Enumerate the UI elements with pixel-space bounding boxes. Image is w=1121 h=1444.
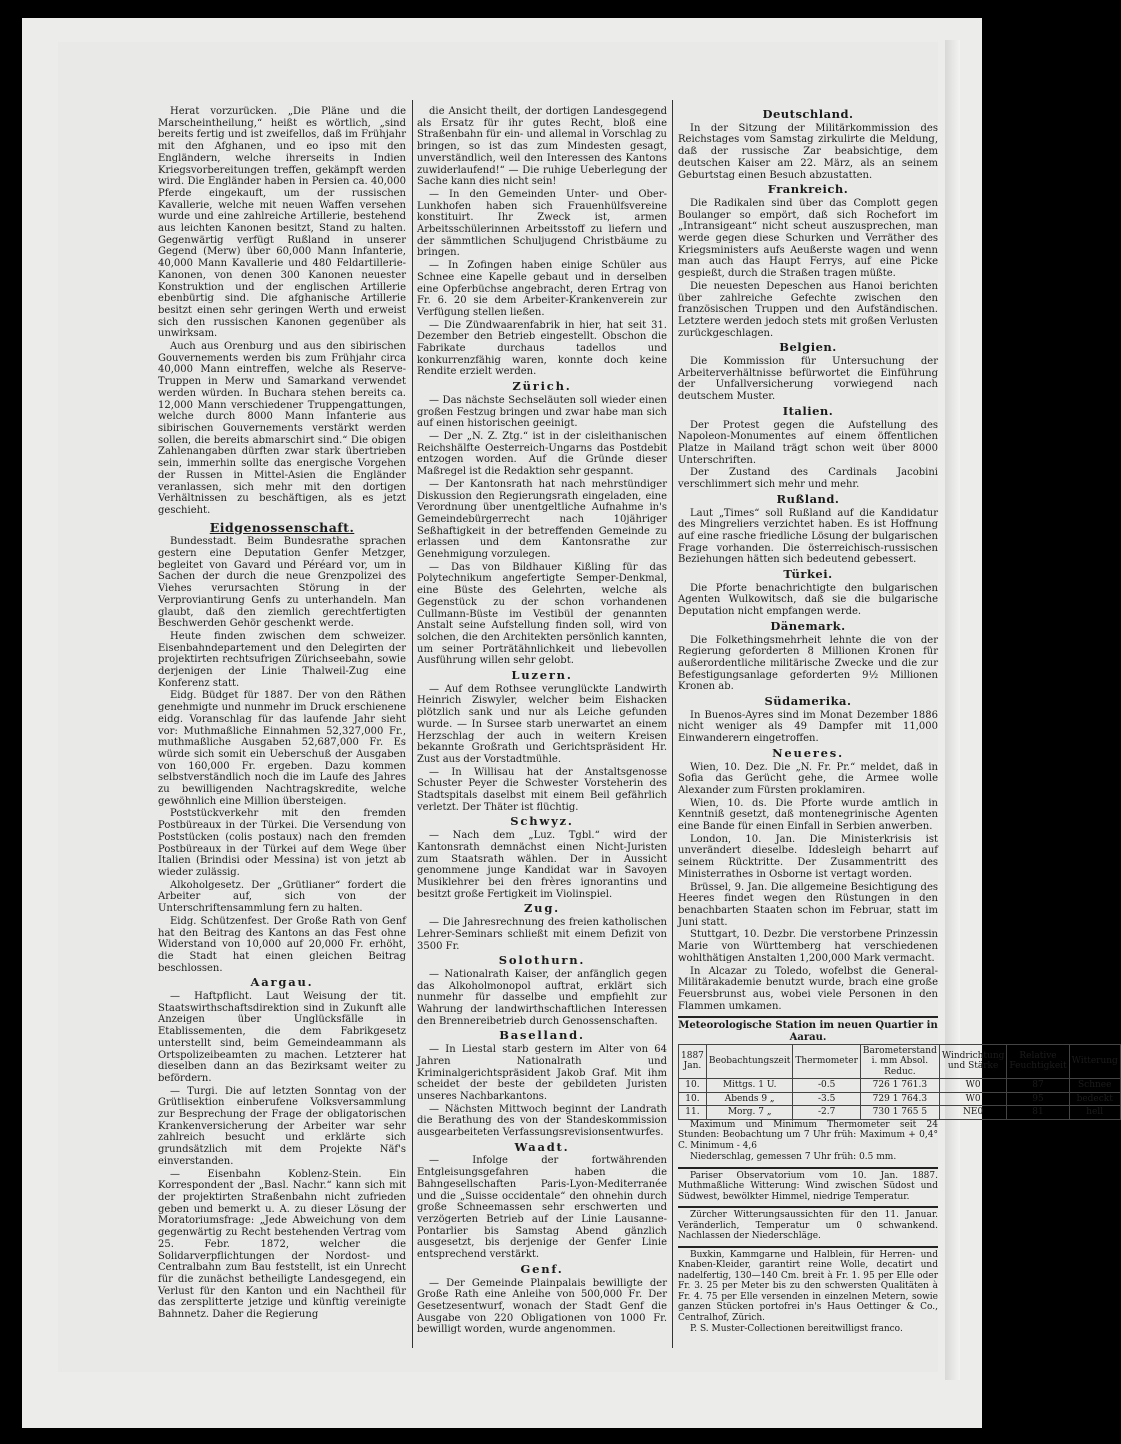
article-paragraph: Auch aus Orenburg und aus den sibirischen Gouvernements werden bis zum Frühjahr circa 40,000 Mann eintreffen, welche als Reserve-Truppen in Merw und Samarkand verwendet werden würden. In Buchara stehen bereits ca. 12,000 Mann verschiedener Truppengattungen, welche durch 8000 Mann Infanterie aus sibirischen Gouvernements verstärkt werden sollen, die bereits abmarschirt sind.“ Die obigen Zahlenangaben dürften zwar stark übertrieben sein, immerhin sollte das energische Vorgehen der Russen in Mittel-Asien die Engländer veranlassen, sich mehr mit den dortigen Verhältnissen zu beschäftigen, als es jetzt geschieht. xyxy=(158,341,406,516)
section-heading: Deutschland. xyxy=(762,107,854,121)
article-paragraph: London, 10. Jan. Die Ministerkrisis ist unverändert dieselbe. Iddesleigh beharrt auf seinem Rücktritte. Der Zusammentritt des Ministerrathes in Osborne ist vertagt worden. xyxy=(678,833,938,880)
table-cell: W0 xyxy=(939,1079,1007,1093)
table-cell: 95 xyxy=(1007,1092,1069,1106)
article-paragraph: — Nationalrath Kaiser, der anfänglich gegen das Alkoholmonopol auftrat, erklärt sich nunmehr für dasselbe und empfiehlt zur Wahrung der landwirthschaftlichen Interessen den Brennereibetrieb durch Genossenschaften. xyxy=(417,968,667,1027)
article-paragraph: die Ansicht theilt, der dortigen Landesgegend als Ersatz für ihr gutes Recht, bloß eine Straßenbahn für ein- und allemal in Vorschlag zu bringen, so ist das zum Mindesten gesagt, unverständlich, weil den Interessen des Kantons zuwiderlaufend!“ — Die ruhige Ueberlegung der Sache kann dies nicht sein! xyxy=(417,106,667,188)
table-cell: 10. xyxy=(679,1079,707,1093)
table-cell: 81 xyxy=(1007,1106,1069,1120)
section-heading: Italien. xyxy=(782,403,834,418)
article-paragraph: Eidg. Schützenfest. Der Große Rath von Genf hat den Beitrag des Kantons an das Fest ohne Widerstand von 10,000 auf 20,000 Fr. erhöht, die Stadt hat einen gleichen Beitrag beschlossen. xyxy=(158,915,406,974)
article-paragraph: — Infolge der fortwährenden Entgleisungsgefahren haben die Bahngesellschaften Paris-Lyon-Mediterranée und die „Suisse occidentale“ den ohnehin durch große Schneemassen sehr erschwerten und verzögerten Betrieb auf der Linie Lausanne-Pontarlier bis Samstag Abend gänzlich ausgesetzt, bis derjenige der Genfer Linie entsprechend verstärkt. xyxy=(417,1155,667,1261)
article-paragraph: Alkoholgesetz. Der „Grütlianer“ fordert die Arbeiter auf, sich von der Unterschriftensammlung fern zu halten. xyxy=(158,879,406,915)
advertisement-text: Buxkin, Kammgarne und Halblein, für Herren- und Knaben-Kleider, garantirt reine Wolle, decatirt und nadelfertig, 130—140 Cm. breit à Fr. 1. 95 per Elle oder Fr. 3. 25 per Meter bis zu den schwersten Qualitäten à Fr. 4. 75 per Elle versenden in einzelnen Metern, sowie ganzen Stücken portofrei in's Haus Oettinger & Co., Centralhof, Zürich. xyxy=(678,1249,938,1323)
table-row xyxy=(679,1079,1121,1093)
article-paragraph: — In Liestal starb gestern im Alter von 64 Jahren Nationalrath und Kriminalgerichtspräsident Jakob Graf. Mit ihm scheidet der beste der gebildeten Juristen unseres Nachbarkantons. xyxy=(417,1044,667,1102)
article-paragraph: — In Zofingen haben einige Schüler aus Schnee eine Kapelle gebaut und in derselben eine Opferbüchse angebracht, deren Ertrag von Fr. 6. 20 sie dem Arbeiter-Krankenverein zur Verfügung stellen ließen. xyxy=(417,260,667,318)
section-heading: Eidgenossenschaft. xyxy=(209,519,355,535)
table-cell: Mittgs. 1 U. xyxy=(706,1079,792,1093)
table-row xyxy=(679,1106,1121,1120)
article-paragraph: Die Radikalen sind über das Complott gegen Boulanger so empört, daß sich Rochefort im „Intransigeant“ nicht scheut auszusprechen, man werde gegen diese Schurken und Verräther des Kriegsministers aufs Aeußerste wagen und wenn man auch das Haupt Ferrys, auf eine Picke gespießt, durch die Straßen tragen müßte. xyxy=(678,197,938,280)
table-cell: -3.5 xyxy=(793,1092,861,1106)
section-heading: Genf. xyxy=(520,1261,564,1276)
table-header-cell: 1887 Jan. xyxy=(679,1044,707,1079)
table-header-cell: Beobachtungszeit xyxy=(706,1044,792,1079)
article-paragraph: — Der „N. Z. Ztg.“ ist in der cisleithanischen Reichshälfte Oesterreich-Ungarns das Postdebit entzogen worden. Auf die Gründe dieser Maßregel ist die Redaktion sehr gespannt. xyxy=(417,430,667,478)
column-rule xyxy=(672,100,673,1348)
article-paragraph: Heute finden zwischen dem schweizer. Eisenbahndepartement und den Delegirten der projektirten rechtsufrigen Zürichseebahn, sowie derjenigen der Linie Thalweil-Zug eine Konferenz statt. xyxy=(158,630,406,689)
section-heading: Frankreich. xyxy=(767,182,849,197)
column-rule xyxy=(412,100,413,1348)
table-cell: Morg. 7 „ xyxy=(706,1106,792,1120)
table-cell: -2.7 xyxy=(793,1106,861,1120)
table-header-cell: Thermometer xyxy=(793,1044,861,1079)
article-paragraph: — Die Jahresrechnung des freien katholischen Lehrer-Seminars schließt mit einem Defizit von 3500 Fr. xyxy=(417,917,667,952)
column-3 xyxy=(678,106,1118,1336)
article-paragraph: — In den Gemeinden Unter- und Ober-Lunkhofen haben sich Frauenhülfsvereine konstituirt. Ihr Zweck ist, armen Arbeitsschülerinnen Arbeitsstoff zu liefern und der sämmtlichen Schuljugend Christbäume zu bringen. xyxy=(417,188,667,259)
section-heading: Neueres. xyxy=(772,745,844,760)
weather-station-box xyxy=(678,1016,1118,1163)
section-heading: Baselland. xyxy=(499,1028,585,1043)
page-edge-shadow xyxy=(945,40,960,1380)
article-paragraph: — Haftpflicht. Laut Weisung der tit. Staatswirthschaftsdirektion sind in Zukunft alle Anzeigen über Unglücksfälle in Etablissementen, die dem Fabrikgesetz unterstellt sind, beim Gemeindeammann als Ortspolizeibeamten zu machen. Letzterer hat dieselben dann an das Bezirksamt weiter zu befördern. xyxy=(158,991,406,1084)
article-paragraph: — Nach dem „Luz. Tgbl.“ wird der Kantonsrath demnächst einen Nicht-Juristen zum Staatsrath wählen. Der in Aussicht genommene junge Kandidat war in Savoyen Musiklehrer bei den frères ignorantins und besitzt große Fertigkeit im Violinspiel. xyxy=(417,830,667,900)
section-heading: Waadt. xyxy=(514,1139,570,1154)
table-header-row xyxy=(679,1044,1121,1079)
section-heading: Luzern. xyxy=(511,668,573,683)
article-paragraph: Stuttgart, 10. Dezbr. Die verstorbene Prinzessin Marie von Württemberg hat verschiedenen wohlthätigen Anstalten 1,200,000 Mark vermacht. xyxy=(678,929,938,964)
table-cell: 729 1 764.3 xyxy=(860,1092,939,1106)
article-paragraph: Brüssel, 9. Jan. Die allgemeine Besichtigung des Heeres findet wegen den Rüstungen in den benachbarten Staaten schon im Februar, statt im Juni statt. xyxy=(678,881,938,928)
article-paragraph: Bundesstadt. Beim Bundesrathe sprachen gestern eine Deputation Genfer Metzger, begleitet von Gavard und Péréard vor, um in Sachen der durch die neue Grenzpolizei des Viehes verursachten Störung in der Verproviantirung Genfs zu unterhandeln. Man glaubt, daß den ziemlich gerechtfertigten Beschwerden Gehör geschenkt werde. xyxy=(158,536,406,630)
table-cell: -0.5 xyxy=(793,1079,861,1093)
section-heading: Belgien. xyxy=(779,340,837,355)
table-header-cell: Witterung xyxy=(1069,1044,1120,1079)
article-paragraph: Herat vorzurücken. „Die Pläne und die Marscheintheilung,“ heißt es wörtlich, „sind bereits fertig und ist zweifellos, daß im Frühjahr mit den Afghanen, und eo ipso mit den Engländern, welche ihrerseits in Indien Kriegsvorbereitungen treffen, gekämpft werden wird. Die Engländer haben in Persien ca. 40,000 Pferde eingekauft, um der russischen Kavallerie, welche mit neuen Waffen versehen wurde und eine zahlreiche Artillerie, bestehend aus leichten Kanonen besitzt, Stand zu halten. Gegenwärtig verfügt Rußland in unserer Gegend (Merw) über 60,000 Mann Infanterie, 40,000 Mann Kavallerie und 480 Feldartillerie-Kanonen, von denen 300 Kanonen neuester Konstruktion und der englischen Artillerie ebenbürtig sind. Die afghanische Artillerie besitzt einen sehr geringen Werth und erweist sich den russischen Kanonen gegenüber als unwirksam. xyxy=(158,106,406,340)
table-cell: 730 1 765 5 xyxy=(860,1106,939,1120)
weather-station-title: Meteorologische Station im neuen Quartier in Aarau. xyxy=(678,1020,938,1044)
article-paragraph: Der Zustand des Cardinals Jacobini verschlimmert sich mehr und mehr. xyxy=(678,467,938,491)
article-paragraph: Die Pforte benachrichtigte den bulgarischen Agenten Wulkowitsch, daß sie die bulgarische Deputation nicht empfangen werde. xyxy=(678,582,938,618)
section-heading: Schwyz. xyxy=(510,814,574,829)
forecast-text: Zürcher Witterungsaussichten für den 11. Januar. Veränderlich, Temperatur um 0 schwankend. Nachlassen der Niederschläge. xyxy=(678,1210,938,1242)
table-header-cell: Barometerstand i. mm Absol. Reduc. xyxy=(860,1044,939,1079)
article-paragraph: Laut „Times“ soll Rußland auf die Kandidatur des Mingreliers verzichtet haben. Es ist Hoffnung auf eine rasche friedliche Lösung der bulgarischen Frage vorhanden. Die österreichisch-russischen Beziehungen hätten sich bedeutend gebessert. xyxy=(678,507,938,566)
article-paragraph: — Die Zündwaarenfabrik in hier, hat seit 31. Dezember den Betrieb eingestellt. Obschon die Fabrikate durchaus tadellos und konkurrenzfähig waren, konnte doch keine Rendite erzielt werden. xyxy=(417,319,667,378)
article-paragraph: In Buenos-Ayres sind im Monat Dezember 1886 nicht weniger als 49 Dampfer mit 11,000 Einwanderern eingetroffen. xyxy=(678,709,938,745)
section-heading: Aargau. xyxy=(250,975,314,990)
section-heading: Zug. xyxy=(523,901,560,916)
table-header-cell: Relative Feuchtigkeit xyxy=(1007,1044,1069,1079)
table-cell: bedeckt xyxy=(1069,1092,1120,1106)
table-cell: NE0 xyxy=(939,1106,1007,1120)
table-header-cell: Windrichtung und Stärke xyxy=(939,1044,1007,1079)
column-1 xyxy=(158,106,406,1322)
paris-observatory-forecast xyxy=(678,1167,938,1203)
article-paragraph: — In Willisau hat der Anstaltsgenosse Schuster Peyer die Schwester Vorsteherin des Stadtspitals daselbst mit einem Beil gefährlich verletzt. Der Thäter ist flüchtig. xyxy=(417,766,667,813)
article-paragraph: Die neuesten Depeschen aus Hanoi berichten über zahlreiche Gefechte zwischen den französischen Truppen und den Aufständischen. Letztere werden jedoch stets mit großen Verlusten zurückgeschlagen. xyxy=(678,280,938,339)
table-cell: 726 1 761.3 xyxy=(860,1079,939,1093)
section-heading: Südamerika. xyxy=(764,694,852,709)
article-paragraph: Wien, 10. Dez. Die „N. Fr. Pr.“ meldet, daß in Sofia das Gerücht gehe, die Armee wolle Alexander zum Fürsten proklamiren. xyxy=(678,761,938,796)
article-paragraph: — Der Gemeinde Plainpalais bewilligte der Große Rath eine Anleihe von 500,000 Fr. Der Gesetzesentwurf, wonach der Stadt Genf die Ausgabe von 220 Obligationen von 1000 Fr. bewilligt worden, wurde angenommen. xyxy=(417,1277,667,1336)
weather-note: Maximum und Minimum Thermometer seit 24 Stunden: Beobachtung um 7 Uhr früh: Maximum + 0,4° C. Minimum - 4,6 xyxy=(678,1119,938,1151)
column-2 xyxy=(417,106,667,1337)
article-paragraph: Poststückverkehr mit den fremden Postbüreaux in der Türkei. Die Versendung von Poststücken (colis postaux) nach den fremden Postbüreaux in der Türkei auf dem Wege über Italien (Brindisi oder Messina) ist von jetzt ab wieder zulässig. xyxy=(158,808,406,878)
section-heading: Zürich. xyxy=(512,379,572,394)
table-row xyxy=(679,1092,1121,1106)
article-paragraph: Wien, 10. ds. Die Pforte wurde amtlich in Kenntniß gesetzt, daß montenegrinische Agenten eine Bande für einen Einfall in Serbien anwerben. xyxy=(678,797,938,833)
article-paragraph: Der Protest gegen die Aufstellung des Napoleon-Monumentes auf einem öffentlichen Platze in Mailand trägt schon weit über 8000 Unterschriften. xyxy=(678,419,938,466)
article-paragraph: Die Folkethingsmehrheit lehnte die von der Regierung geforderten 8 Millionen Kronen für außerordentliche militärische Zwecke und die zur Befestigungsanlage geforderten 9½ Millionen Kronen ab. xyxy=(678,634,938,693)
table-cell: 11. xyxy=(679,1106,707,1120)
table-cell: 10. xyxy=(679,1092,707,1106)
weather-table xyxy=(678,1044,1121,1120)
table-cell: W0 xyxy=(939,1092,1007,1106)
article-paragraph: — Das von Bildhauer Kißling für das Polytechnikum angefertigte Semper-Denkmal, eine Büste des Gelehrten, welche als Gegenstück zu der schon vorhandenen Cullmann-Büste im Vestibül der genannten Anstalt seine Aufstellung finden soll, wird von solchen, die den Architekten persönlich kannten, um seiner Porträtähnlichkeit und liebevollen Ausführung willen sehr gelobt. xyxy=(417,561,667,667)
section-heading: Solothurn. xyxy=(498,953,586,968)
article-paragraph: Eidg. Büdget für 1887. Der von den Räthen genehmigte und nunmehr im Druck erschienene eidg. Voranschlag für das laufende Jahr sieht vor: Muthmaßliche Einnahmen 52,327,000 Fr., muthmaßliche Ausgaben 52,687,000 Fr. Es würde sich somit ein Ueberschuß der Ausgaben von 160,000 Fr. ergeben. Dazu kommen selbstverständlich noch die im Laufe des Jahres zu bewilligenden Nachtragskredite, welche gewöhnlich eine Million übersteigen. xyxy=(158,690,406,807)
article-paragraph: — Der Kantonsrath hat nach mehrstündiger Diskussion den Regierungsrath eingeladen, eine Verordnung über unentgeltliche Aufnahme in's Gemeindebürgerrecht nach 10jähriger Seßhaftigkeit in der betreffenden Gemeinde zu erlassen und dem Kantonsrathe zur Genehmigung vorzulegen. xyxy=(417,478,667,561)
article-paragraph: — Das nächste Sechseläuten soll wieder einen großen Festzug bringen und zwar habe man sich auf einen historischen geeinigt. xyxy=(417,394,667,430)
advertisement-postscript: P. S. Muster-Collectionen bereitwilligst franco. xyxy=(690,1324,903,1335)
article-paragraph: — Eisenbahn Koblenz-Stein. Ein Korrespondent der „Basl. Nachr.“ kann sich mit der projektirten Straßenbahn nicht zufrieden geben und bemerkt u. A. zu dieser Lösung der Moratoriumsfrage: „Jede Abweichung von dem gegenwärtig zu Recht bestehenden Vertrag vom 25. Febr. 1872, welcher die Solidarverpflichtungen der Nordost- und Centralbahn zum Bau feststellt, ist ein Unrecht für die zunächst betheiligte Landesgegend, ein Verlust für den Kanton und ein Nachtheil für das zersplitterte jetzige und künftig vereinigte Bahnnetz. Daher die Regierung xyxy=(158,1168,406,1321)
article-paragraph: In Alcazar zu Toledo, wofelbst die General-Militärakademie benutzt wurde, brach eine große Feuersbrunst aus, wobei viele Personen in den Flammen umkamen. xyxy=(678,965,938,1012)
article-paragraph: — Auf dem Rothsee verunglückte Landwirth Heinrich Ziswyler, welcher beim Eishacken plötzlich sank und nur als Leiche gefunden wurde. — In Sursee starb unerwartet an einem Herzschlag der auch in weitern Kreisen bekannte Großrath und Gerichtspräsident Hr. Zust aus der Vorstadtmühle. xyxy=(417,683,667,765)
article-paragraph: — Turgi. Die auf letzten Sonntag von der Grütlisektion einberufene Volksversammlung zur Besprechung der Frage der obligatorischen Krankenversicherung der Arbeiter war sehr zahlreich besucht und erklärte sich grundsätzlich mit dem Projekte Näf's einverstanden. xyxy=(158,1085,406,1167)
article-paragraph: — Nächsten Mittwoch beginnt der Landrath die Berathung des von der Standeskommission ausgearbeiteten Verfassungsrevisionsentwurfes. xyxy=(417,1103,667,1139)
weather-note: Niederschlag, gemessen 7 Uhr früh: 0.5 mm. xyxy=(690,1152,897,1163)
table-cell: 87 xyxy=(1007,1079,1069,1093)
table-cell: hell xyxy=(1069,1106,1120,1120)
table-cell: Abends 9 „ xyxy=(706,1092,792,1106)
advertisement xyxy=(678,1246,938,1335)
table-cell: Schnee xyxy=(1069,1079,1120,1093)
article-paragraph: Die Kommission für Untersuchung der Arbeiterverhältnisse befürwortet die Einführung der Unfallversicherung vorwiegend nach deutschem Muster. xyxy=(678,356,938,403)
article-paragraph: In der Sitzung der Militärkommission des Reichstages vom Samstag zirkulirte die Meldung, daß der russische Zar beabsichtige, dem deutschen Kaiser am 22. März, als an seinem Geburtstag einen Besuch abzustatten. xyxy=(678,122,938,181)
section-heading: Türkei. xyxy=(783,567,833,582)
section-heading: Dänemark. xyxy=(770,618,846,633)
zurich-weather-forecast xyxy=(678,1206,938,1242)
section-heading: Rußland. xyxy=(776,491,840,506)
forecast-text: Pariser Observatorium vom 10. Jan. 1887. Muthmaßliche Witterung: Wind zwischen Südost und Südwest, bewölkter Himmel, niedrige Temperatur. xyxy=(678,1170,938,1202)
